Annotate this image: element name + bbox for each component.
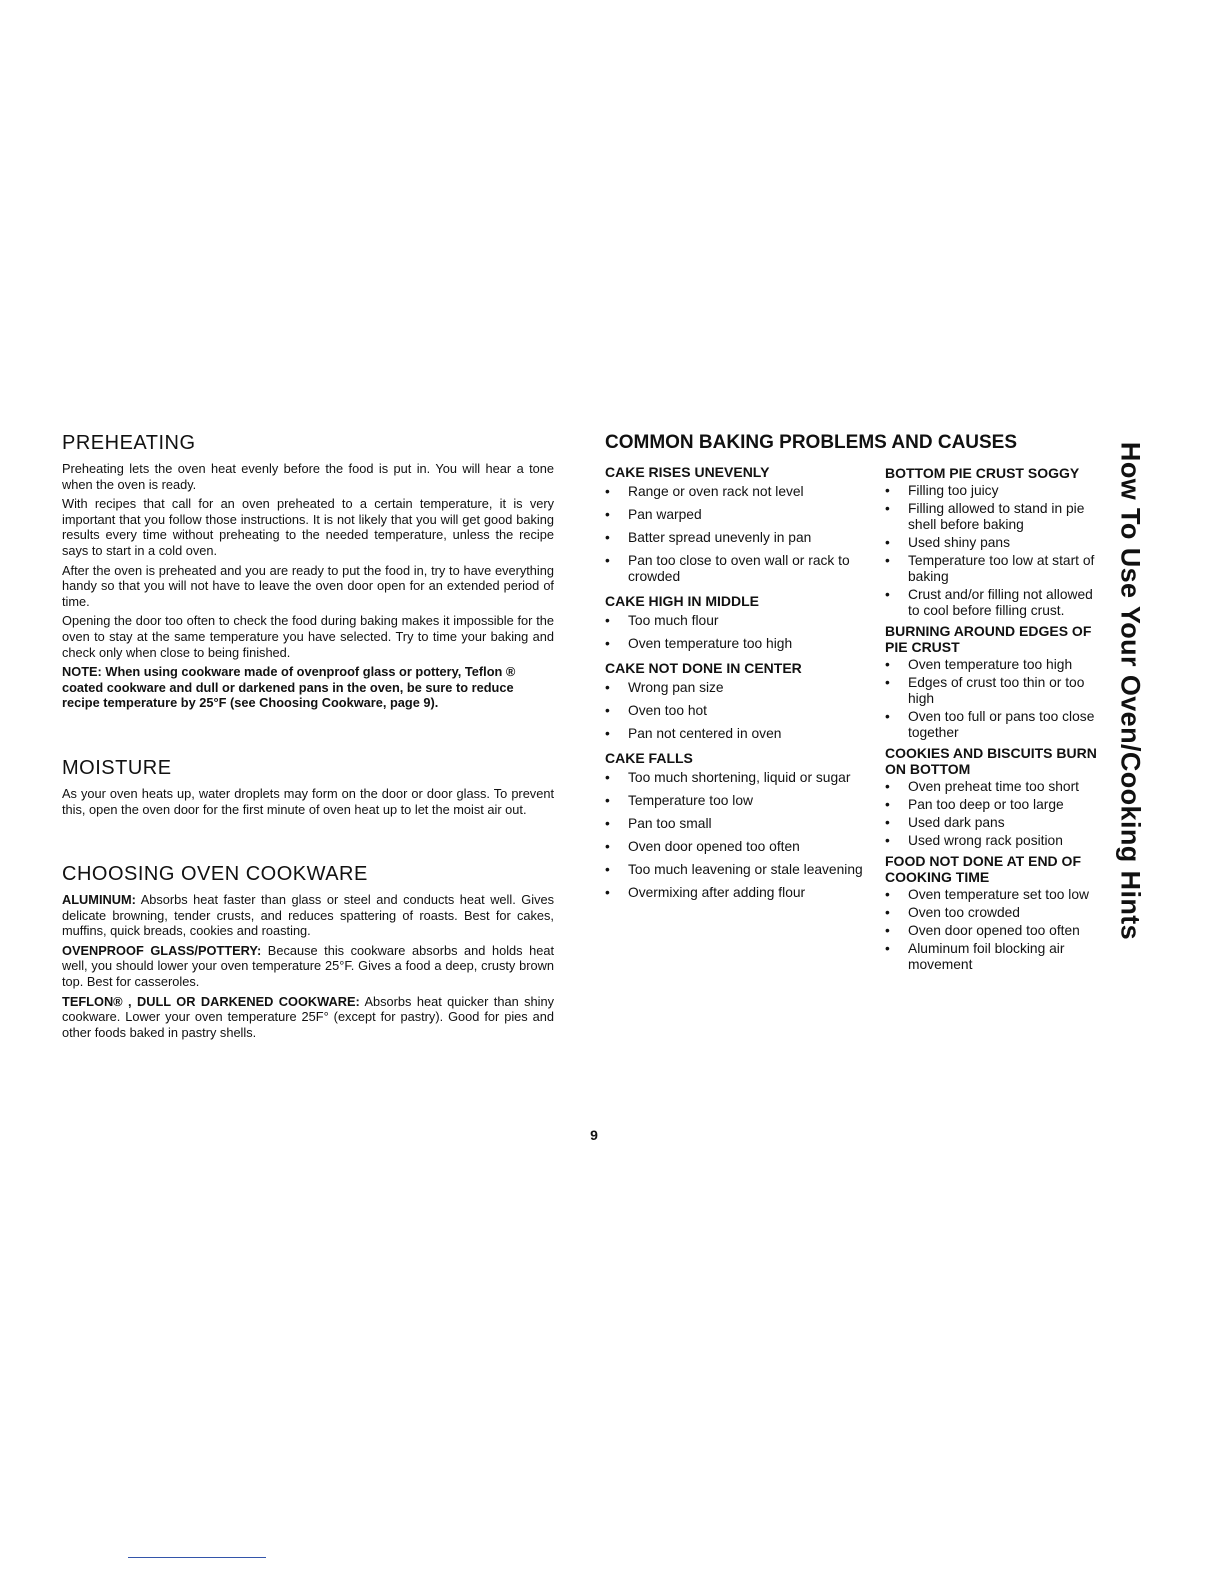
cookware-aluminum-text: Absorbs heat faster than glass or steel and conducts heat well. Gives delicate browning, tender crusts, and reduces spattering of roasts. Best for cakes, muffins, quick breads, cookies and roasting.: [62, 892, 554, 939]
group-list: [605, 484, 870, 585]
cookware-aluminum-lead: ALUMINUM:: [62, 892, 136, 908]
list-item: • Pan not centered in oven: [605, 726, 870, 742]
list-item: • Oven door opened too often: [885, 923, 1100, 939]
list-item: • Pan too small: [605, 816, 870, 832]
preheating-paragraph-3: After the oven is preheated and you are ready to put the food in, try to have everything handy so that you will not have to leave the oven door open for an extended period of time.: [62, 562, 554, 609]
group-list: [605, 613, 870, 652]
list-item: • Too much leavening or stale leavening: [605, 862, 870, 878]
list-item: • Oven temperature too high: [885, 657, 1100, 673]
preheating-paragraph-1: Preheating lets the oven heat evenly before the food is put in. You will hear a tone when the oven is ready.: [62, 461, 554, 492]
section-sidebar-tab: [1105, 418, 1155, 963]
cookware-glass-text: Because this cookware absorbs and holds heat well, you should lower your oven temperature 25°F. Gives a food a deep, crusty brown top. Best for casseroles.: [62, 942, 555, 990]
list-item: • Batter spread unevenly in pan: [605, 530, 870, 546]
problems-column-right: [885, 463, 1100, 977]
list-item: • Used shiny pans: [885, 535, 1100, 551]
preheating-note: NOTE: When using cookware made of ovenproof glass or pottery, Teflon ® coated cookware and dull or darkened pans in the oven, be sure to reduce recipe temperature by 25°F (see Choosing Cookware, page 9).: [62, 664, 516, 711]
list-item: • Crust and/or filling not allowed to cool before filling crust.: [885, 587, 1100, 619]
cookware-glass: [62, 943, 554, 990]
preheating-paragraph-2: With recipes that call for an oven preheated to a certain temperature, it is very important that you follow those instructions. It is not likely that you will get good baking results every time without preheating to the needed temperature, unless the recipe says to start in a cold oven.: [62, 496, 554, 558]
cookware-glass-lead: OVENPROOF GLASS/POTTERY:: [62, 942, 262, 958]
group-list: [605, 770, 870, 901]
cookware-teflon-text: Absorbs heat quicker than shiny cookware. Lower your oven temperature 25F° (except for pastry). Good for pies and other foods baked in pastry shells.: [62, 993, 554, 1040]
list-item: • Aluminum foil blocking air movement: [885, 941, 1100, 973]
group-list: [885, 483, 1100, 619]
group-list: [605, 680, 870, 742]
cookware-teflon: [62, 994, 554, 1041]
cookware-aluminum: [62, 892, 554, 939]
group-list: [885, 887, 1100, 973]
group-heading: CAKE RISES UNEVENLY: [605, 464, 770, 480]
group-heading: BURNING AROUND EDGES OF PIE CRUST: [885, 623, 1092, 655]
list-item: • Too much flour: [605, 613, 870, 629]
list-item: • Overmixing after adding flour: [605, 885, 870, 901]
group-heading: BOTTOM PIE CRUST SOGGY: [885, 465, 1080, 481]
list-item: • Oven too hot: [605, 703, 870, 719]
preheating-heading: PREHEATING: [62, 432, 196, 454]
list-item: • Temperature too low: [605, 793, 870, 809]
group-heading: CAKE FALLS: [605, 750, 693, 766]
list-item: • Oven preheat time too short: [885, 779, 1100, 795]
list-item: • Filling too juicy: [885, 483, 1100, 499]
moisture-paragraph: As your oven heats up, water droplets may form on the door or door glass. To prevent this, open the oven door for the first minute of oven heat up to let the moist air out.: [62, 785, 554, 817]
list-item: • Pan too close to oven wall or rack to crowded: [605, 553, 870, 585]
list-item: • Used dark pans: [885, 815, 1100, 831]
list-item: • Pan too deep or too large: [885, 797, 1100, 813]
group-heading: CAKE NOT DONE IN CENTER: [605, 660, 802, 676]
list-item: • Edges of crust too thin or too high: [885, 675, 1100, 707]
group-list: [885, 657, 1100, 741]
list-item: • Used wrong rack position: [885, 833, 1100, 849]
cookware-teflon-lead: TEFLON® , DULL OR DARKENED COOKWARE:: [62, 993, 360, 1009]
list-item: • Oven temperature too high: [605, 636, 870, 652]
list-item: • Oven too crowded: [885, 905, 1100, 921]
list-item: • Oven door opened too often: [605, 839, 870, 855]
moisture-heading: MOISTURE: [62, 756, 172, 779]
list-item: • Oven temperature set too low: [885, 887, 1100, 903]
sidebar-title: How To Use Your Oven/Cooking Hints: [1115, 441, 1146, 940]
problems-heading: COMMON BAKING PROBLEMS AND CAUSES: [605, 432, 1018, 453]
group-heading: COOKIES AND BISCUITS BURN ON BOTTOM: [885, 745, 1097, 777]
group-heading: FOOD NOT DONE AT END OF COOKING TIME: [885, 853, 1081, 885]
list-item: • Filling allowed to stand in pie shell before baking: [885, 501, 1100, 533]
footnote-rule: [128, 1557, 266, 1558]
cookware-heading: CHOOSING OVEN COOKWARE: [62, 863, 368, 886]
left-column: [62, 432, 554, 1044]
group-list: [885, 779, 1100, 849]
list-item: • Pan warped: [605, 507, 870, 523]
list-item: • Wrong pan size: [605, 680, 870, 696]
group-heading: CAKE HIGH IN MIDDLE: [605, 593, 759, 609]
list-item: • Temperature too low at start of baking: [885, 553, 1100, 585]
list-item: • Oven too full or pans too close together: [885, 709, 1100, 741]
preheating-paragraph-4: Opening the door too often to check the food during baking makes it impossible for the oven to stay at the same temperature you have selected. Try to time your baking and check only when close to being finished.: [62, 613, 554, 660]
page-number: 9: [590, 1127, 598, 1143]
list-item: • Too much shortening, liquid or sugar: [605, 770, 870, 786]
list-item: • Range or oven rack not level: [605, 484, 870, 500]
